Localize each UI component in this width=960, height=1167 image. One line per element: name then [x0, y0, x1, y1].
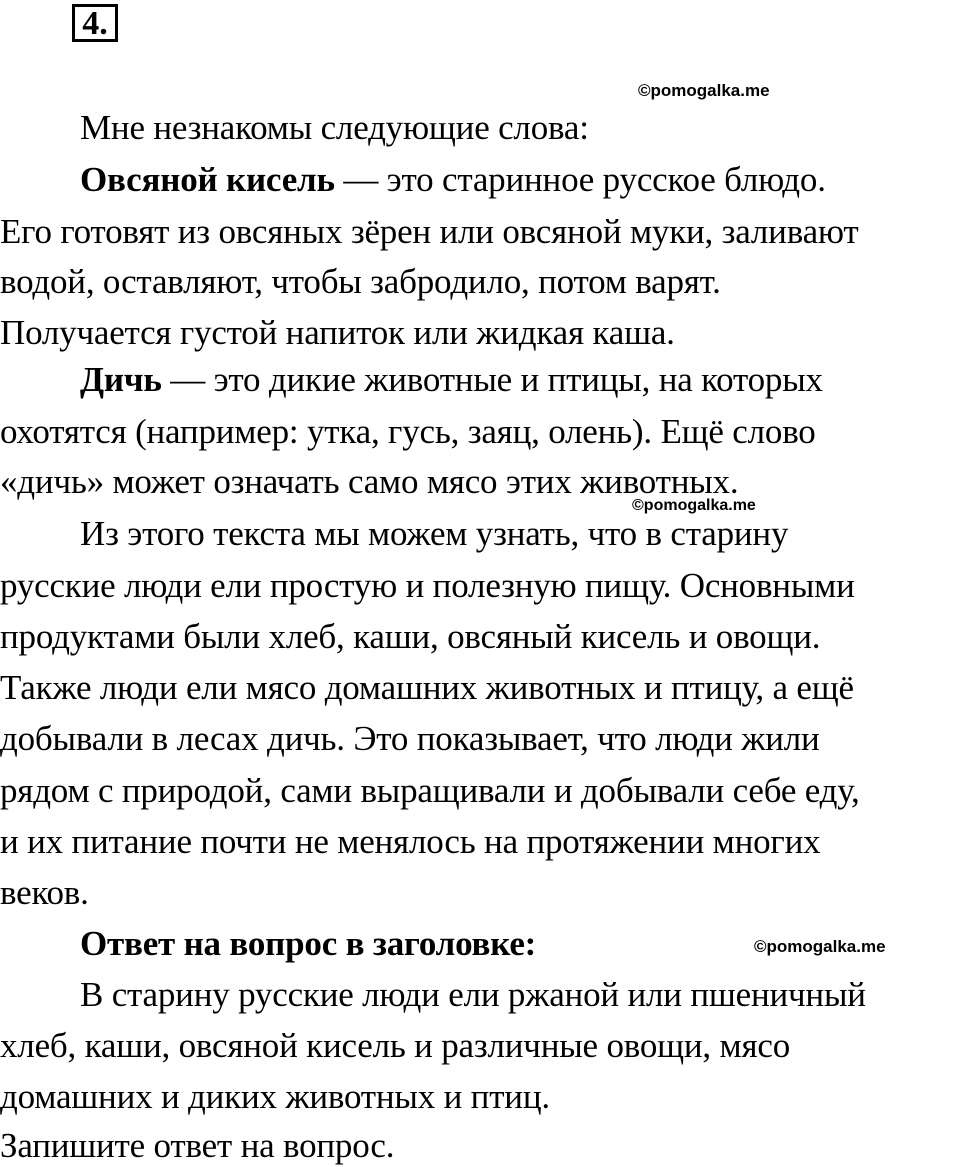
term: Дичь: [80, 360, 162, 399]
text-line: веков.: [0, 873, 89, 912]
text-line: и их питание почти не менялось на протяжении многих: [0, 822, 821, 861]
term: Овсяной кисель: [80, 160, 335, 199]
text-line: водой, оставляют, чтобы забродило, потом варят.: [0, 262, 721, 301]
text-line: рядом с природой, сами выращивали и добывали себе еду,: [0, 771, 860, 810]
answer-heading: Ответ на вопрос в заголовке:: [80, 924, 537, 963]
watermark: ©pomogalka.me: [632, 497, 756, 514]
watermark: ©pomogalka.me: [638, 81, 770, 100]
answer-text: В старину русские люди ели ржаной или пшеничный: [80, 975, 866, 1014]
paragraph-start: Из этого текста мы можем узнать, что в старину: [80, 514, 789, 553]
text-line: хлеб, каши, овсяной кисель и различные овощи, мясо: [0, 1026, 790, 1065]
text-line: охотятся (например: утка, гусь, заяц, олень). Ещё слово: [0, 412, 816, 451]
text-line: добывали в лесах дичь. Это показывает, что люди жили: [0, 719, 820, 758]
watermark: ©pomogalka.me: [754, 937, 886, 956]
instruction-line: Запишите ответ на вопрос.: [0, 1126, 395, 1165]
text-line: Его готовят из овсяных зёрен или овсяной муки, заливают: [0, 212, 859, 251]
text-line: «дичь» может означать само мясо этих животных.: [0, 462, 739, 501]
text-line: продуктами были хлеб, каши, овсяный кисель и овощи.: [0, 617, 821, 656]
definition-oat-kissel: Овсяной кисель — это старинное русское блюдо.: [80, 160, 826, 199]
intro-line: Мне незнакомы следующие слова:: [80, 108, 589, 147]
text-line: Получается густой напиток или жидкая каша.: [0, 313, 675, 352]
text-line: домашних и диких животных и птиц.: [0, 1077, 550, 1116]
text-line: Также люди ели мясо домашних животных и птицу, а ещё: [0, 668, 854, 707]
text-line: русские люди ели простую и полезную пищу. Основными: [0, 566, 855, 605]
task-number-box: 4.: [72, 4, 118, 42]
definition-game: Дичь — это дикие животные и птицы, на которых: [80, 360, 823, 399]
